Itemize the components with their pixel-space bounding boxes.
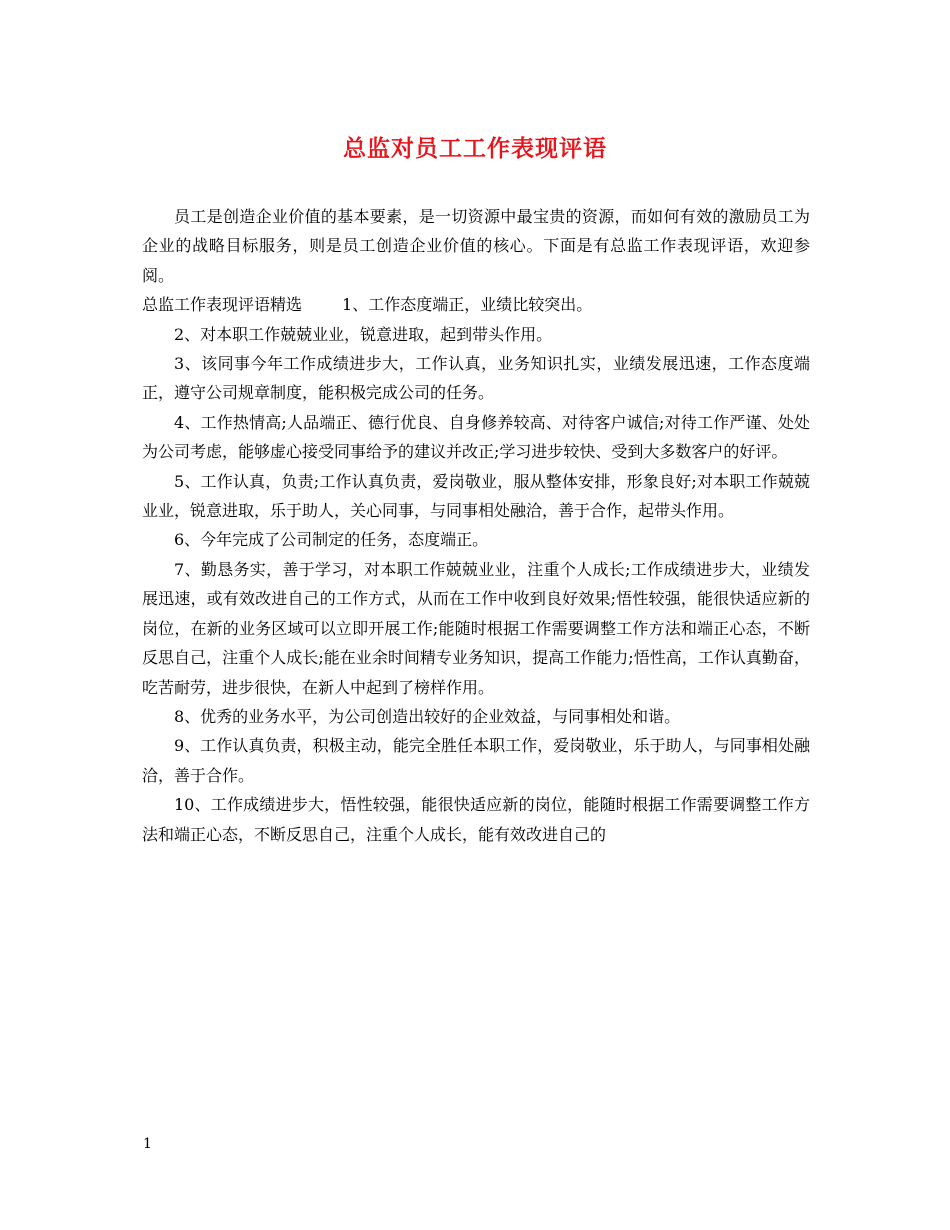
list-item: 8、优秀的业务水平，为公司创造出较好的企业效益，与同事相处和谐。 [174, 706, 681, 726]
page-number: 1 [143, 1136, 152, 1152]
section-heading: 总监工作表现评语精选 [142, 295, 303, 315]
list-item: 4、工作热情高;人品端正、德行优良、自身修养较高、对待客户诚信;对待工作严谨、处处为公司考虑，能够虚心接受同事给予的建议并改正;学习进步较快、受到大多数客户的好评。 [142, 412, 810, 462]
list-item: 5、工作认真，负责;工作认真负责，爱岗敬业，服从整体安排，形象良好;对本职工作兢兢业业，锐意进取，乐于助人，关心同事，与同事相处融洽，善于合作，起带头作用。 [142, 471, 810, 521]
document-title: 总监对员工工作表现评语 [343, 135, 607, 162]
section-heading-line [142, 290, 810, 319]
list-item: 1、工作态度端正，业绩比较突出。 [342, 295, 593, 315]
intro-paragraph: 员工是创造企业价值的基本要素，是一切资源中最宝贵的资源，而如何有效的激励员工为企业的战略目标服务，则是员工创造企业价值的核心。下面是有总监工作表现评语，欢迎参阅。 [142, 207, 810, 285]
list-item: 10、工作成绩进步大，悟性较强，能很快适应新的岗位，能随时根据工作需要调整工作方法和端正心态，不断反思自己，注重个人成长，能有效改进自己的 [142, 795, 810, 844]
document-body [142, 202, 810, 849]
list-item: 2、对本职工作兢兢业业，锐意进取，起到带头作用。 [174, 324, 553, 344]
list-item: 7、勤恳务实，善于学习，对本职工作兢兢业业，注重个人成长;工作成绩进步大，业绩发展迅速，或有效改进自己的工作方式，从而在工作中收到良好效果;悟性较强，能很快适应新的岗位，在新的业务区域可以立即开展工作;能随时根据工作需要调整工作方法和端正心态，不断反思自己，注重个人成长;能在业余时间精专业务知识，提高工作能力;悟性高，工作认真勤奋，吃苦耐劳，进步很快，在新人中起到了榜样作用。 [142, 559, 810, 697]
list-item: 9、工作认真负责，积极主动，能完全胜任本职工作，爱岗敬业，乐于助人，与同事相处融洽，善于合作。 [142, 736, 810, 785]
list-item: 6、今年完成了公司制定的任务，态度端正。 [174, 530, 489, 550]
list-item: 3、该同事今年工作成绩进步大，工作认真，业务知识扎实，业绩发展迅速，工作态度端正，遵守公司规章制度，能积极完成公司的任务。 [142, 354, 810, 403]
